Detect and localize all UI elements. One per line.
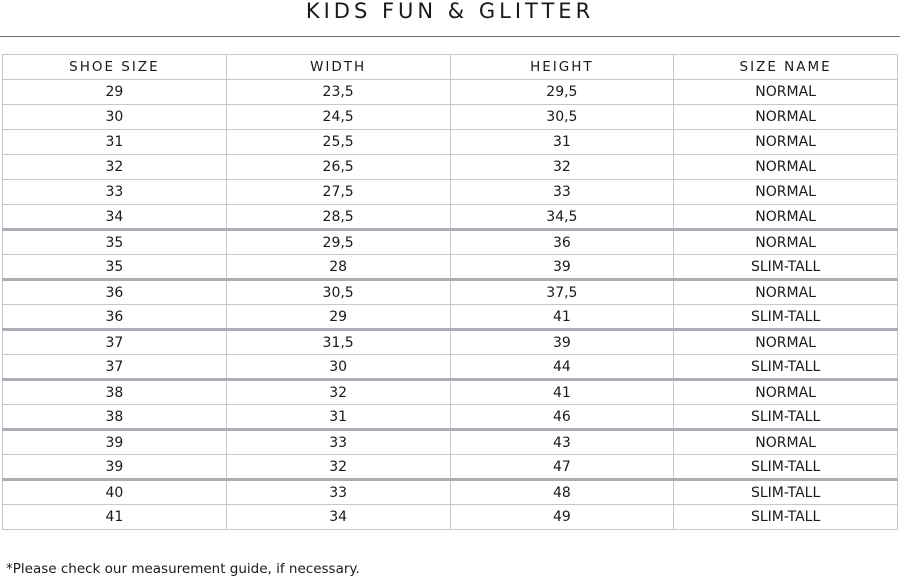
cell-shoe-size: 36 (3, 280, 227, 305)
header-size-name: SIZE NAME (674, 55, 898, 80)
header-width: WIDTH (226, 55, 450, 80)
table-row (3, 505, 898, 530)
table-row (3, 305, 898, 330)
table-row (3, 480, 898, 505)
cell-height: 33 (450, 180, 674, 205)
cell-width: 23,5 (226, 80, 450, 105)
footnote: *Please check our measurement guide, if necessary. (6, 561, 360, 577)
cell-height: 48 (450, 480, 674, 505)
cell-shoe-size: 38 (3, 405, 227, 430)
cell-width: 31,5 (226, 330, 450, 355)
table-row (3, 180, 898, 205)
cell-size-name: SLIM-TALL (674, 505, 898, 530)
cell-size-name: NORMAL (674, 380, 898, 405)
cell-shoe-size: 37 (3, 330, 227, 355)
cell-width: 32 (226, 455, 450, 480)
cell-shoe-size: 39 (3, 430, 227, 455)
cell-size-name: SLIM-TALL (674, 355, 898, 380)
cell-shoe-size: 34 (3, 205, 227, 230)
cell-width: 32 (226, 380, 450, 405)
table-row (3, 355, 898, 380)
cell-width: 29 (226, 305, 450, 330)
cell-width: 29,5 (226, 230, 450, 255)
title-divider (0, 36, 900, 37)
table-header-row (3, 55, 898, 80)
cell-size-name: NORMAL (674, 230, 898, 255)
cell-size-name: SLIM-TALL (674, 480, 898, 505)
cell-size-name: NORMAL (674, 155, 898, 180)
cell-height: 30,5 (450, 105, 674, 130)
table-row (3, 230, 898, 255)
cell-width: 28 (226, 255, 450, 280)
table-row (3, 330, 898, 355)
table-row (3, 130, 898, 155)
table-row (3, 280, 898, 305)
table-row (3, 380, 898, 405)
cell-height: 44 (450, 355, 674, 380)
cell-size-name: SLIM-TALL (674, 455, 898, 480)
cell-width: 30,5 (226, 280, 450, 305)
cell-height: 39 (450, 255, 674, 280)
table-row (3, 255, 898, 280)
cell-shoe-size: 29 (3, 80, 227, 105)
header-shoe-size: SHOE SIZE (3, 55, 227, 80)
cell-shoe-size: 33 (3, 180, 227, 205)
cell-height: 37,5 (450, 280, 674, 305)
cell-width: 33 (226, 430, 450, 455)
cell-size-name: NORMAL (674, 205, 898, 230)
header-height: HEIGHT (450, 55, 674, 80)
cell-width: 34 (226, 505, 450, 530)
cell-width: 24,5 (226, 105, 450, 130)
cell-width: 30 (226, 355, 450, 380)
cell-shoe-size: 40 (3, 480, 227, 505)
cell-height: 41 (450, 380, 674, 405)
cell-size-name: NORMAL (674, 280, 898, 305)
cell-width: 25,5 (226, 130, 450, 155)
cell-shoe-size: 30 (3, 105, 227, 130)
size-chart-table (2, 54, 898, 530)
cell-shoe-size: 32 (3, 155, 227, 180)
cell-size-name: NORMAL (674, 430, 898, 455)
cell-shoe-size: 35 (3, 230, 227, 255)
cell-height: 31 (450, 130, 674, 155)
cell-width: 26,5 (226, 155, 450, 180)
table-row (3, 155, 898, 180)
table-row (3, 105, 898, 130)
cell-width: 33 (226, 480, 450, 505)
table-row (3, 205, 898, 230)
cell-shoe-size: 37 (3, 355, 227, 380)
cell-size-name: SLIM-TALL (674, 305, 898, 330)
table-row (3, 430, 898, 455)
cell-height: 29,5 (450, 80, 674, 105)
cell-shoe-size: 41 (3, 505, 227, 530)
cell-height: 39 (450, 330, 674, 355)
table-row (3, 455, 898, 480)
table-row (3, 405, 898, 430)
cell-height: 46 (450, 405, 674, 430)
cell-size-name: NORMAL (674, 80, 898, 105)
cell-shoe-size: 36 (3, 305, 227, 330)
cell-size-name: NORMAL (674, 180, 898, 205)
cell-width: 27,5 (226, 180, 450, 205)
cell-width: 28,5 (226, 205, 450, 230)
cell-height: 32 (450, 155, 674, 180)
cell-height: 34,5 (450, 205, 674, 230)
cell-height: 41 (450, 305, 674, 330)
cell-shoe-size: 35 (3, 255, 227, 280)
cell-size-name: SLIM-TALL (674, 255, 898, 280)
cell-size-name: SLIM-TALL (674, 405, 898, 430)
table-row (3, 80, 898, 105)
cell-height: 43 (450, 430, 674, 455)
page-title: KIDS FUN & GLITTER (305, 0, 595, 23)
cell-height: 47 (450, 455, 674, 480)
cell-size-name: NORMAL (674, 105, 898, 130)
cell-shoe-size: 31 (3, 130, 227, 155)
cell-width: 31 (226, 405, 450, 430)
cell-shoe-size: 38 (3, 380, 227, 405)
cell-size-name: NORMAL (674, 130, 898, 155)
cell-size-name: NORMAL (674, 330, 898, 355)
cell-height: 36 (450, 230, 674, 255)
cell-height: 49 (450, 505, 674, 530)
cell-shoe-size: 39 (3, 455, 227, 480)
